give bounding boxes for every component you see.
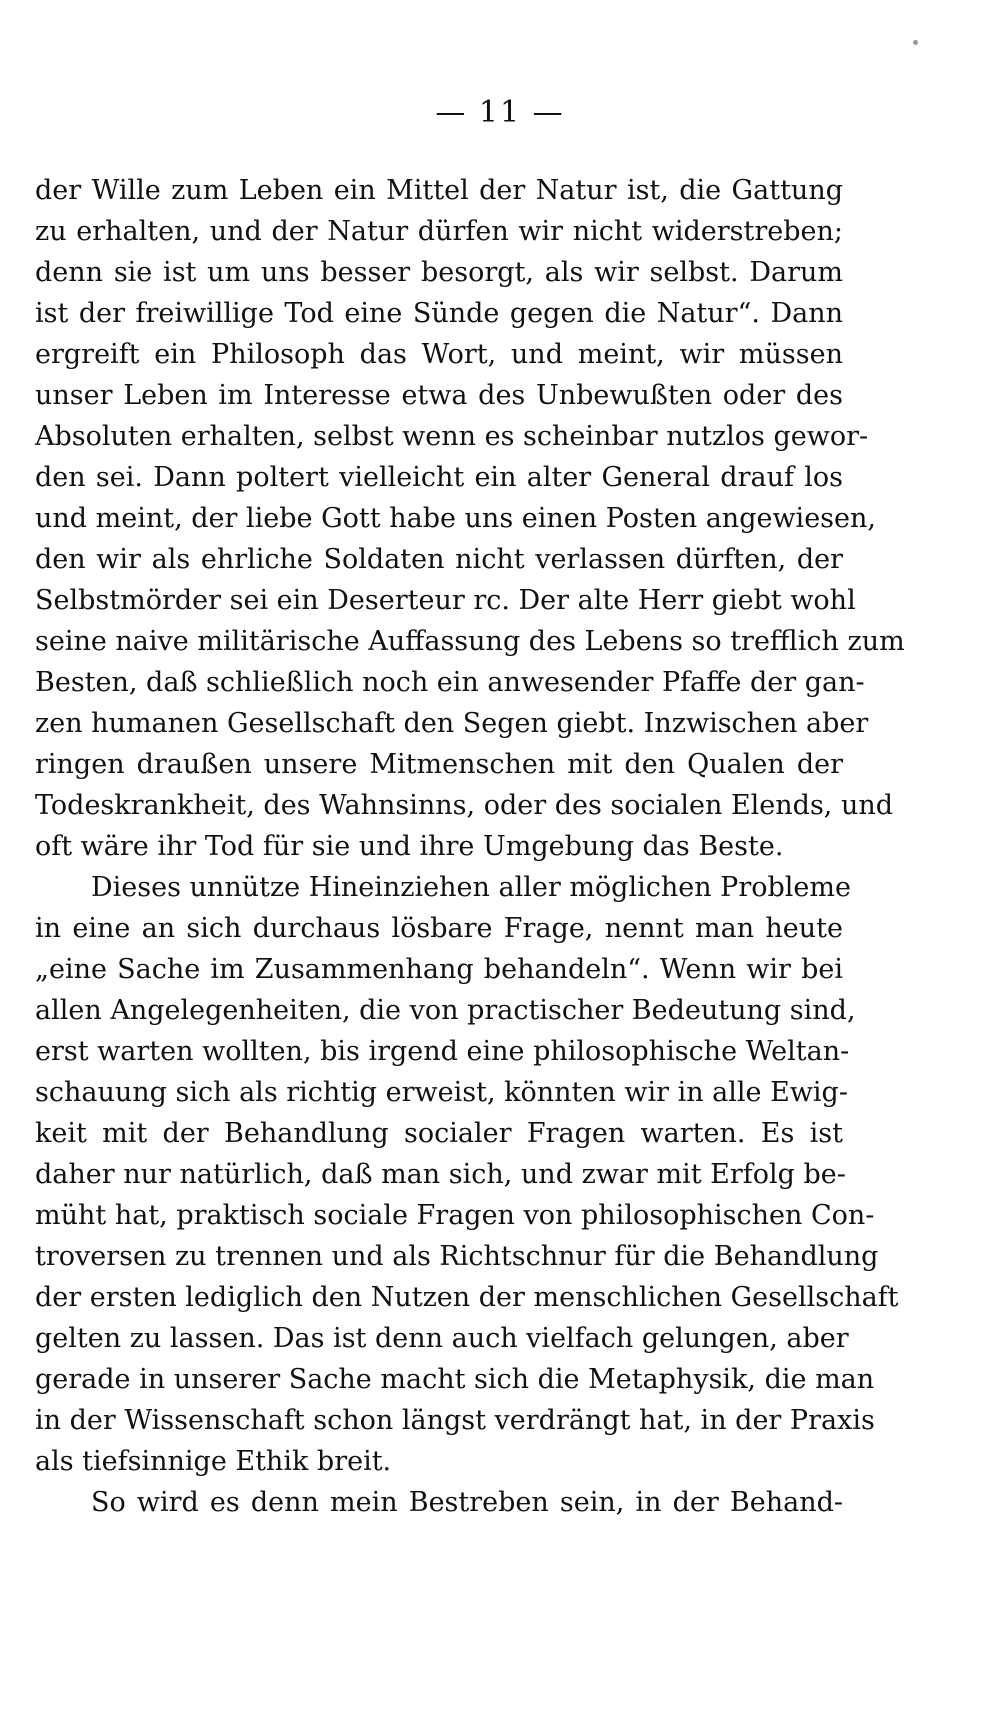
- text-line: troversen zu trennen und als Richtschnur für die Behandlung: [35, 1241, 879, 1272]
- text-line: oft wäre ihr Tod für sie und ihre Umgebung das Beste.: [35, 831, 784, 862]
- text-line: zen humanen Gesellschaft den Segen giebt. Inzwischen aber: [35, 708, 869, 739]
- text-line: müht hat, praktisch sociale Fragen von philosophischen Con-: [35, 1200, 875, 1231]
- body-text: [35, 170, 905, 1523]
- paragraph-1: [35, 170, 905, 867]
- scan-speck: [913, 40, 918, 45]
- text-line: ist der freiwillige Tod eine Sünde gegen die Natur“. Dann: [35, 298, 843, 329]
- text-line: unser Leben im Interesse etwa des Unbewußten oder des: [35, 380, 843, 411]
- text-line: den wir als ehrliche Soldaten nicht verlassen dürften, der: [35, 544, 843, 575]
- paragraph-3: [35, 1482, 843, 1523]
- text-line: daher nur natürlich, daß man sich, und zwar mit Erfolg be-: [35, 1159, 846, 1190]
- text-line: der ersten lediglich den Nutzen der menschlichen Gesellschaft: [35, 1282, 899, 1313]
- text-line: schauung sich als richtig erweist, könnten wir in alle Ewig-: [35, 1077, 848, 1108]
- text-line: allen Angelegenheiten, die von practischer Bedeutung sind,: [35, 995, 856, 1026]
- text-line: erst warten wollten, bis irgend eine philosophische Weltan-: [35, 1036, 850, 1067]
- text-line: zu erhalten, und der Natur dürfen wir nicht widerstreben;: [35, 216, 843, 247]
- text-line: Absoluten erhalten, selbst wenn es scheinbar nutzlos gewor-: [35, 421, 869, 452]
- text-line: Besten, daß schließlich noch ein anwesender Pfaffe der gan-: [35, 667, 865, 698]
- text-line: den sei. Dann poltert vielleicht ein alter General drauf los: [35, 462, 843, 493]
- text-line: als tiefsinnige Ethik breit.: [35, 1446, 392, 1477]
- text-line: gerade in unserer Sache macht sich die Metaphysik, die man: [35, 1364, 875, 1395]
- text-line: gelten zu lassen. Das ist denn auch vielfach gelungen, aber: [35, 1323, 849, 1354]
- text-line: in der Wissenschaft schon längst verdrängt hat, in der Praxis: [35, 1405, 875, 1436]
- text-line: ringen draußen unsere Mitmenschen mit den Qualen der: [35, 749, 843, 780]
- text-line: „eine Sache im Zusammenhang behandeln“. Wenn wir bei: [35, 954, 843, 985]
- text-line: keit mit der Behandlung socialer Fragen warten. Es ist: [35, 1118, 843, 1149]
- text-line: Selbstmörder sei ein Deserteur rc. Der alte Herr giebt wohl: [35, 585, 856, 616]
- page-number: — 11 —: [435, 95, 565, 130]
- text-line: seine naive militärische Auffassung des Lebens so trefflich zum: [35, 626, 905, 657]
- text-line: Dieses unnütze Hineinziehen aller möglichen Probleme: [91, 872, 851, 903]
- text-line: der Wille zum Leben ein Mittel der Natur ist, die Gattung: [35, 175, 843, 206]
- text-line: in eine an sich durchaus lösbare Frage, nennt man heute: [35, 913, 843, 944]
- text-line: denn sie ist um uns besser besorgt, als wir selbst. Darum: [35, 257, 843, 288]
- text-line: und meint, der liebe Gott habe uns einen Posten angewiesen,: [35, 503, 876, 534]
- text-line: ergreift ein Philosoph das Wort, und meint, wir müssen: [35, 339, 843, 370]
- paragraph-2: [35, 867, 899, 1482]
- text-line: Todeskrankheit, des Wahnsinns, oder des socialen Elends, und: [35, 790, 894, 821]
- text-line: So wird es denn mein Bestreben sein, in der Behand-: [91, 1487, 843, 1518]
